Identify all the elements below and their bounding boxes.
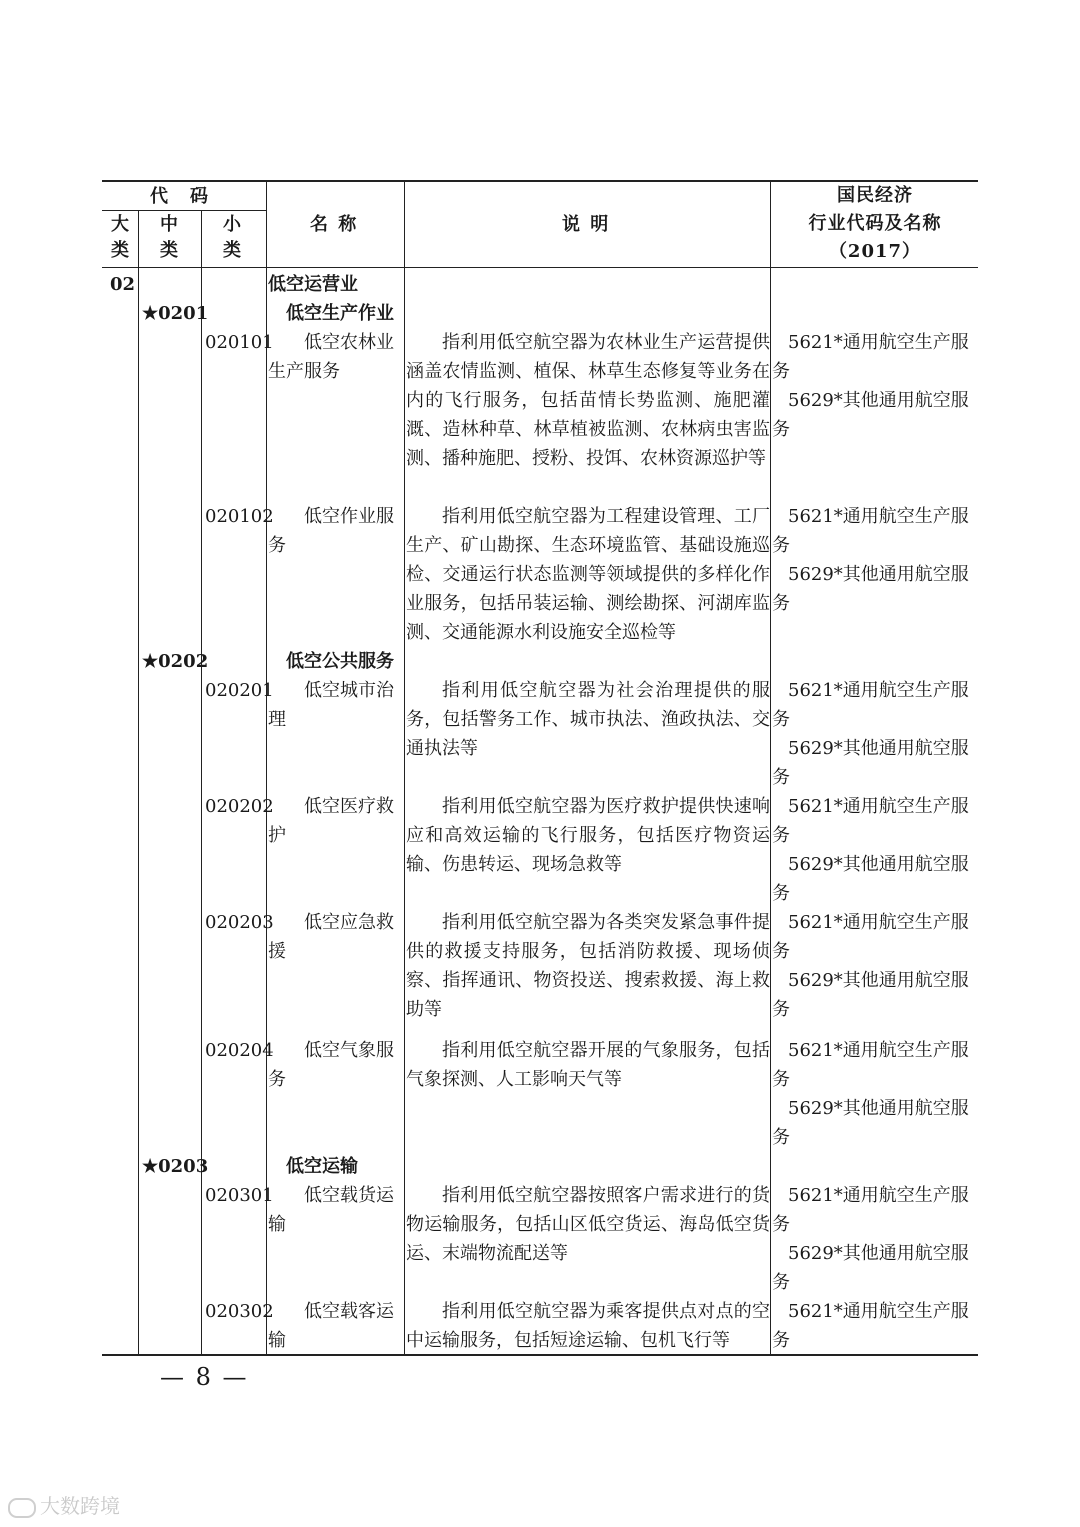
classification-table	[102, 180, 978, 1356]
group-code-0203: ★0203	[142, 1156, 209, 1177]
row-desc: 指利用低空航空器按照客户需求进行的货物运输服务，包括山区低空货运、海岛低空货运、末端物流配送等	[406, 1185, 770, 1264]
page-number: — 8 —	[160, 1363, 249, 1391]
row-code: 020201	[205, 680, 274, 701]
row-name: 低空气象服务	[268, 1040, 394, 1090]
row-desc: 指利用低空航空器为农林业生产运营提供涵盖农情监测、植保、林草生态修复等业务在内的飞行服务，包括苗情长势监测、施肥灌溉、造林种草、林草植被监测、农林病虫害监测、播种施肥、授粉、投饵、农林资源巡护等	[406, 332, 770, 469]
header-minor: 小 类	[223, 214, 243, 261]
row-industry-1: 5621*通用航空生产服务	[772, 912, 969, 962]
row-name: 低空载货运输	[268, 1185, 394, 1235]
col-divider-1	[138, 210, 139, 1354]
group-name-0202: 低空公共服务	[286, 651, 394, 672]
row-industry-1: 5621*通用航空生产服务	[772, 1040, 969, 1090]
row-code: 020202	[205, 796, 274, 817]
group-code-0202: ★0202	[142, 651, 209, 672]
header-middle: 中 类	[160, 214, 180, 261]
watermark	[8, 1490, 120, 1519]
group-name-0203: 低空运输	[286, 1156, 358, 1177]
header-major: 大 类	[111, 214, 131, 261]
row-industry-2: 5629*其他通用航空服务	[772, 738, 969, 788]
row-industry-1: 5621*通用航空生产服务	[772, 796, 969, 846]
row-industry-2: 5629*其他通用航空服务	[772, 1243, 969, 1293]
row-industry-1: 5621*通用航空生产服务	[772, 680, 969, 730]
watermark-logo-icon	[8, 1498, 36, 1518]
header-code: 代 码	[150, 186, 210, 207]
row-industry-2: 5629*其他通用航空服务	[772, 564, 969, 614]
row-industry-1: 5621*通用航空生产服务	[772, 506, 969, 556]
row-code: 020301	[205, 1185, 274, 1206]
row-industry-2: 5629*其他通用航空服务	[772, 854, 969, 904]
row-industry-2: 5629*其他通用航空服务	[772, 1098, 969, 1148]
row-name: 低空应急救援	[268, 912, 394, 962]
row-code: 020102	[205, 506, 274, 527]
row-industry-2: 5629*其他通用航空服务	[772, 390, 969, 440]
col-divider-2	[201, 210, 202, 1354]
row-industry-1: 5621*通用航空生产服务	[772, 1185, 969, 1235]
row-industry-1: 5621*通用航空生产服务	[772, 332, 969, 382]
group-code-0201: ★0201	[142, 303, 209, 324]
group-name-0201: 低空生产作业	[286, 303, 394, 324]
col-divider-5	[770, 180, 771, 1354]
header-name: 名 称	[310, 214, 359, 235]
row-industry-1: 5621*通用航空生产服务	[772, 1301, 969, 1351]
row-desc: 指利用低空航空器为乘客提供点对点的空中运输服务，包括短途运输、包机飞行等	[406, 1301, 770, 1351]
row-desc: 指利用低空航空器为社会治理提供的服务，包括警务工作、城市执法、渔政执法、交通执法等	[406, 680, 770, 759]
row-desc: 指利用低空航空器为医疗救护提供快速响应和高效运输的飞行服务，包括医疗物资运输、伤患转运、现场急救等	[406, 796, 770, 875]
header-desc: 说 明	[562, 214, 611, 235]
row-desc: 指利用低空航空器为各类突发紧急事件提供的救援支持服务，包括消防救援、现场侦察、指挥通讯、物资投送、搜索救援、海上救助等	[406, 912, 770, 1020]
row-name: 低空作业服务	[268, 506, 394, 556]
row-code: 020204	[205, 1040, 274, 1061]
row-code: 020302	[205, 1301, 274, 1322]
row-name: 低空医疗救护	[268, 796, 394, 846]
row-desc: 指利用低空航空器开展的气象服务，包括气象探测、人工影响天气等	[406, 1040, 770, 1090]
row-desc: 指利用低空航空器为工程建设管理、工厂生产、矿山勘探、生态环境监管、基础设施巡检、交通运行状态监测等领域提供的多样化作业服务，包括吊装运输、测绘勘探、河湖库监测、交通能源水利设施安全巡检等	[406, 506, 770, 643]
major-code: 02	[110, 274, 136, 295]
major-name: 低空运营业	[268, 274, 358, 295]
row-code: 020203	[205, 912, 274, 933]
watermark-text: 大数跨境	[40, 1494, 120, 1518]
header-industry: 国民经济 行业代码及名称 （2017）	[808, 185, 942, 262]
row-name: 低空城市治理	[268, 680, 394, 730]
row-name: 低空农林业生产服务	[268, 332, 394, 382]
header-bottom-rule	[102, 267, 978, 268]
row-name: 低空载客运输	[268, 1301, 394, 1351]
row-industry-2: 5629*其他通用航空服务	[772, 970, 969, 1020]
row-code: 020101	[205, 332, 274, 353]
